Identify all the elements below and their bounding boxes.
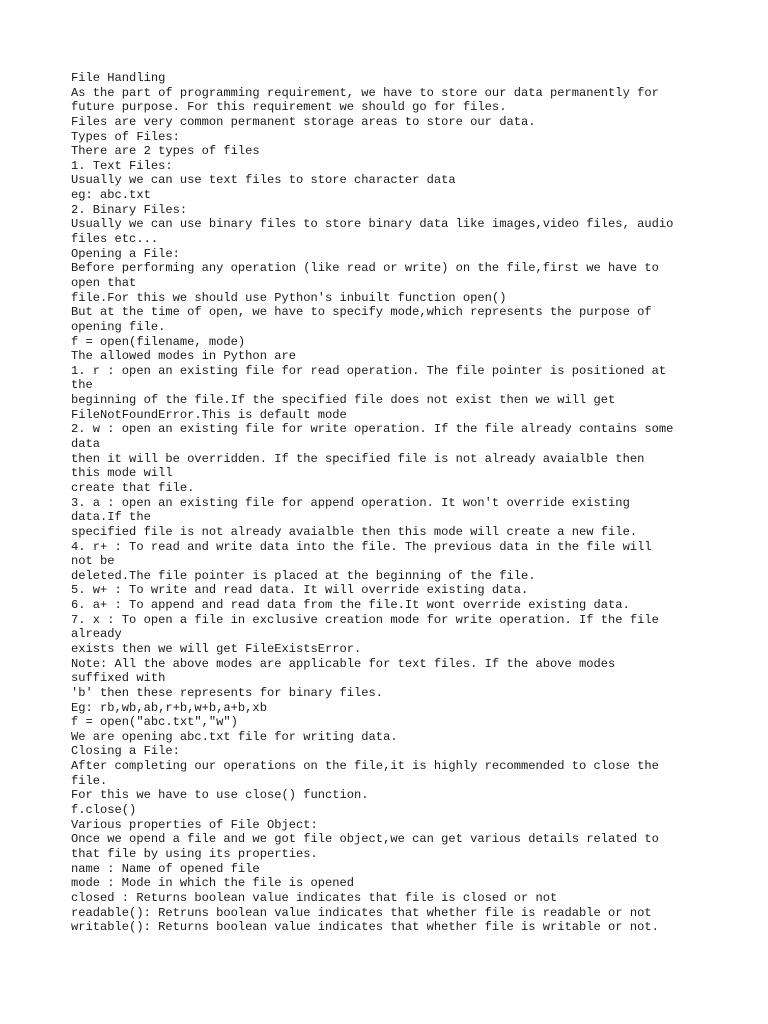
text-line: As the part of programming requirement, we have to store our data permanently for <box>71 85 659 100</box>
text-line: open that <box>71 275 137 290</box>
section-heading: Types of Files: <box>71 129 180 144</box>
code-line: f = open(filename, mode) <box>71 334 246 349</box>
text-line: Once we opend a file and we got file object,we can get various details related to <box>71 832 659 847</box>
text-line: deleted.The file pointer is placed at the beginning of the file. <box>71 568 536 583</box>
section-heading: Various properties of File Object: <box>71 817 318 832</box>
text-line: writable(): Returns boolean value indicates that whether file is writable or not. <box>71 920 659 935</box>
text-line: beginning of the file.If the specified file does not exist then we will get <box>71 393 616 408</box>
text-line: not be <box>71 554 115 569</box>
text-line: Note: All the above modes are applicable for text files. If the above modes <box>71 656 616 671</box>
text-line: 3. a : open an existing file for append operation. It won't override existing <box>71 495 630 510</box>
code-line: f = open("abc.txt","w") <box>71 715 238 730</box>
text-line: eg: abc.txt <box>71 188 151 203</box>
code-line: f.close() <box>71 803 137 818</box>
text-line: the <box>71 378 93 393</box>
text-line: 'b' then these represents for binary files. <box>71 685 384 700</box>
text-line: The allowed modes in Python are <box>71 349 296 364</box>
text-line: create that file. <box>71 480 195 495</box>
text-line: 4. r+ : To read and write data into the file. The previous data in the file will <box>71 539 652 554</box>
section-heading: Closing a File: <box>71 744 180 759</box>
text-line: We are opening abc.txt file for writing data. <box>71 729 398 744</box>
text-line: 7. x : To open a file in exclusive creation mode for write operation. If the file <box>71 612 659 627</box>
text-line: Usually we can use text files to store character data <box>71 173 456 188</box>
text-line: opening file. <box>71 319 166 334</box>
text-line: For this we have to use close() function. <box>71 788 369 803</box>
text-line: file.For this we should use Python's inbuilt function open() <box>71 290 507 305</box>
text-line: 1. Text Files: <box>71 158 173 173</box>
text-line: FileNotFoundError.This is default mode <box>71 407 347 422</box>
text-line: already <box>71 627 122 642</box>
text-line: There are 2 types of files <box>71 144 260 159</box>
doc-title: File Handling <box>71 71 166 85</box>
text-line: mode : Mode in which the file is opened <box>71 876 355 891</box>
text-line: closed : Returns boolean value indicates that file is closed or not <box>71 890 558 905</box>
text-line: 1. r : open an existing file for read operation. The file pointer is positioned at <box>71 363 667 378</box>
text-line: name : Name of opened file <box>71 861 260 876</box>
section-heading: Opening a File: <box>71 246 180 261</box>
text-line: future purpose. For this requirement we should go for files. <box>71 100 507 115</box>
text-line: file. <box>71 773 108 788</box>
text-line: Eg: rb,wb,ab,r+b,w+b,a+b,xb <box>71 700 267 715</box>
text-line: data.If the <box>71 510 151 525</box>
text-line: specified file is not already avaialble then this mode will create a new file. <box>71 524 638 539</box>
text-line: exists then we will get FileExistsError. <box>71 641 362 656</box>
text-line: 6. a+ : To append and read data from the file.It wont override existing data. <box>71 598 630 613</box>
text-line: 5. w+ : To write and read data. It will override existing data. <box>71 583 529 598</box>
document-page <box>71 71 711 935</box>
text-line: that file by using its properties. <box>71 846 318 861</box>
text-line: Before performing any operation (like read or write) on the file,first we have to <box>71 261 659 276</box>
text-line: readable(): Retruns boolean value indicates that whether file is readable or not <box>71 905 652 920</box>
text-line: suffixed with <box>71 671 166 686</box>
text-line: then it will be overridden. If the specified file is not already avaialble then <box>71 451 645 466</box>
text-line: But at the time of open, we have to specify mode,which represents the purpose of <box>71 305 652 320</box>
text-line: data <box>71 437 101 452</box>
text-line: 2. w : open an existing file for write operation. If the file already contains some <box>71 422 674 437</box>
text-line: After completing our operations on the file,it is highly recommended to close the <box>71 759 659 774</box>
text-line: Usually we can use binary files to store binary data like images,video files, audio <box>71 217 674 232</box>
text-line: 2. Binary Files: <box>71 202 188 217</box>
text-line: this mode will <box>71 466 173 481</box>
text-line: Files are very common permanent storage areas to store our data. <box>71 114 536 129</box>
text-line: files etc... <box>71 232 159 247</box>
